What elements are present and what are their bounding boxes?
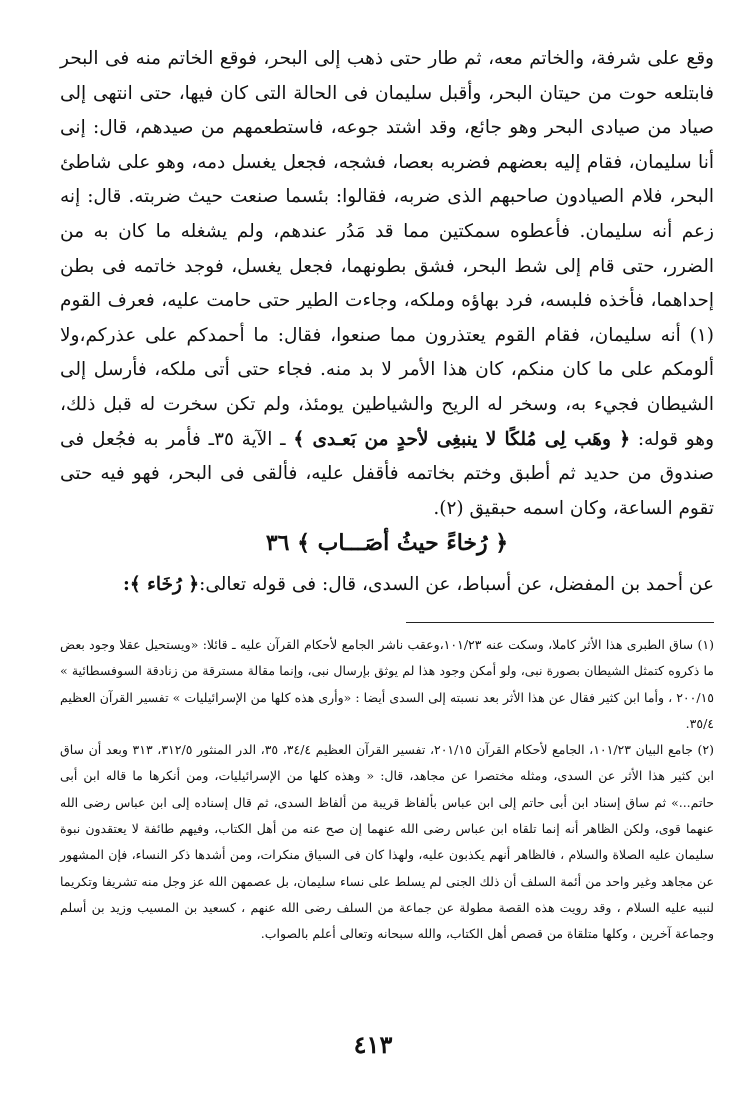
paragraph-text: وقع على شرفة، والخاتم معه، ثم طار حتى ذهب إلى البحر، فوقع الخاتم منه فى البحر فابتلعه حوت من حيتان البحر، وأقبل سليمان فى الحالة التى كان فيها، حتى انتهى إلى صياد من صيادى البحر وهو جائع، وقد اشتد جوعه، فاستطعمهم من صيدهم، قال: إنى أنا سليمان، فقام إليه بعضهم فضربه بعصا، فشجه، فجعل يغسل دمه، وهو على شاطئ البحر، فلام الصيادون صاحبهم الذى ضربه، فقالوا: بئسما صنعت حيث ضربته. قال: إنه زعم أنه سليمان. فأعطوه سمكتين مما قد مَدُر عندهم، ولم يشغله ما كان به من الضرر، حتى قام إلى شط البحر، فشق بطونهما، فجعل يغسل، فوجد خاتمه فى بطن إحداهما، فأخذه فلبسه، فرد بهاؤه وملكه، وجاءت الطير حتى حامت عليه، فعرف القوم (١) أنه سليمان، فقام القوم يعتذرون مما صنعوا، فقال: ما أحمدكم على عذركم،ولا ألومكم على ما كان منكم، كان هذا الأمر لا بد منه. فجاء حتى أتى ملكه، فأرسل إلى الشيطان فجيء به، وسخر له الريح والشياطين يومئذ، ولم تكن سخرت له قبل ذلك، وهو قوله: bbox=[60, 48, 715, 450]
quran-verse: ﴿ وهَب لِى مُلكًا لا ينبغِى لأحدٍ من بَعـدى ﴾ bbox=[293, 428, 631, 450]
footnote-divider bbox=[406, 622, 714, 623]
footnote-2: (٢) جامع البيان ١٠١/٢٣، الجامع لأحكام القرآن ٢٠١/١٥، تفسير القرآن العظيم ٣٤/٤، ٣٥، الدر المنثور ٣١٢/٥، ٣١٣ وبعد أن ساق ابن كثير هذا الأثر عن السدى، ومثله مختصرا عن مجاهد، قال: « وهذه كلها من الإسرائيليات، ومن أنكرها ما قاله ابن أبى حاتم...» ثم ساق إسناد ابن أبى حاتم إلى ابن عباس بألفاظ قريبة من ألفاظ السدى، ثم قال إسناده إلى ابن عباس رضى الله عنهما قوى، ولكن الظاهر أنه إنما تلقاه ابن عباس رضى الله عنهما إن صح عنه من أهل الكتاب، وفيهم طائفة لا يعتقدون نبوة سليمان عليه الصلاة والسلام ، فالظاهر أنهم يكذبون عليه، ولهذا كان فى السياق منكرات، ومن أشدها ذكر النساء، فإن المشهور عن مجاهد وغير واحد من أئمة السلف أن ذلك الجنى لم يسلط على نساء سليمان، بل عصمهن الله عز وجل منه تشريفا وتكريما لنبيه عليه السلام ، وقد رويت هذه القصة مطولة عن جماعة من السلف رضى الله عنهم ، كسعيد بن المسيب وزيد بن أسلم وجماعة آخرين ، وكلها متلقاة من قصص أهل الكتاب، والله سبحانه وتعالى أعلم بالصواب. bbox=[60, 742, 714, 942]
page-number: ٤١٣ bbox=[353, 1030, 393, 1059]
main-text bbox=[60, 42, 714, 526]
footnotes bbox=[60, 632, 714, 948]
intro-text: عن أحمد بن المفضل، عن أسباط، عن السدى، قال: فى قوله تعالى: bbox=[199, 574, 714, 595]
section-intro bbox=[60, 568, 714, 602]
paragraph-end: فأمر به فجُعل فى صندوق من حديد ثم أطبق وختم بخاتمه فأقفل عليه، فألقى فى البحر، فهو فيه حتى تقوم الساعة، وكان اسمه حبقيق (٢). bbox=[60, 428, 714, 519]
verse-reference: ـ الآية ٣٥ـ bbox=[208, 428, 286, 450]
footnote-1: (١) ساق الطبرى هذا الأثر كاملا، وسكت عنه ١٠١/٢٣،وعقب ناشر الجامع لأحكام القرآن عليه ـ قائلا: «ويستحيل عقلا وجود بعض ما ذكروه كتمثل الشيطان بصورة نبى، ولو أمكن وجود هذا لم يوثق بإرسال نبى، وإنما مقالة مسترقة من زنادقة السوفسطائية » ٢٠٠/١٥ ، وأما ابن كثير فقال عن هذا الأثر بعد نسبته إلى السدى أيضا : «وأرى هذه كلها من الإسرائيليات » تفسير القرآن العظيم ٣٥/٤. bbox=[60, 637, 714, 731]
intro-quran-word: ﴿ رُخَاء ﴾: bbox=[123, 574, 200, 595]
main-paragraph bbox=[60, 42, 714, 526]
section-heading: ﴿ رُخاءً حيثُ أصَـــاب ﴾ ٣٦ bbox=[265, 530, 509, 556]
